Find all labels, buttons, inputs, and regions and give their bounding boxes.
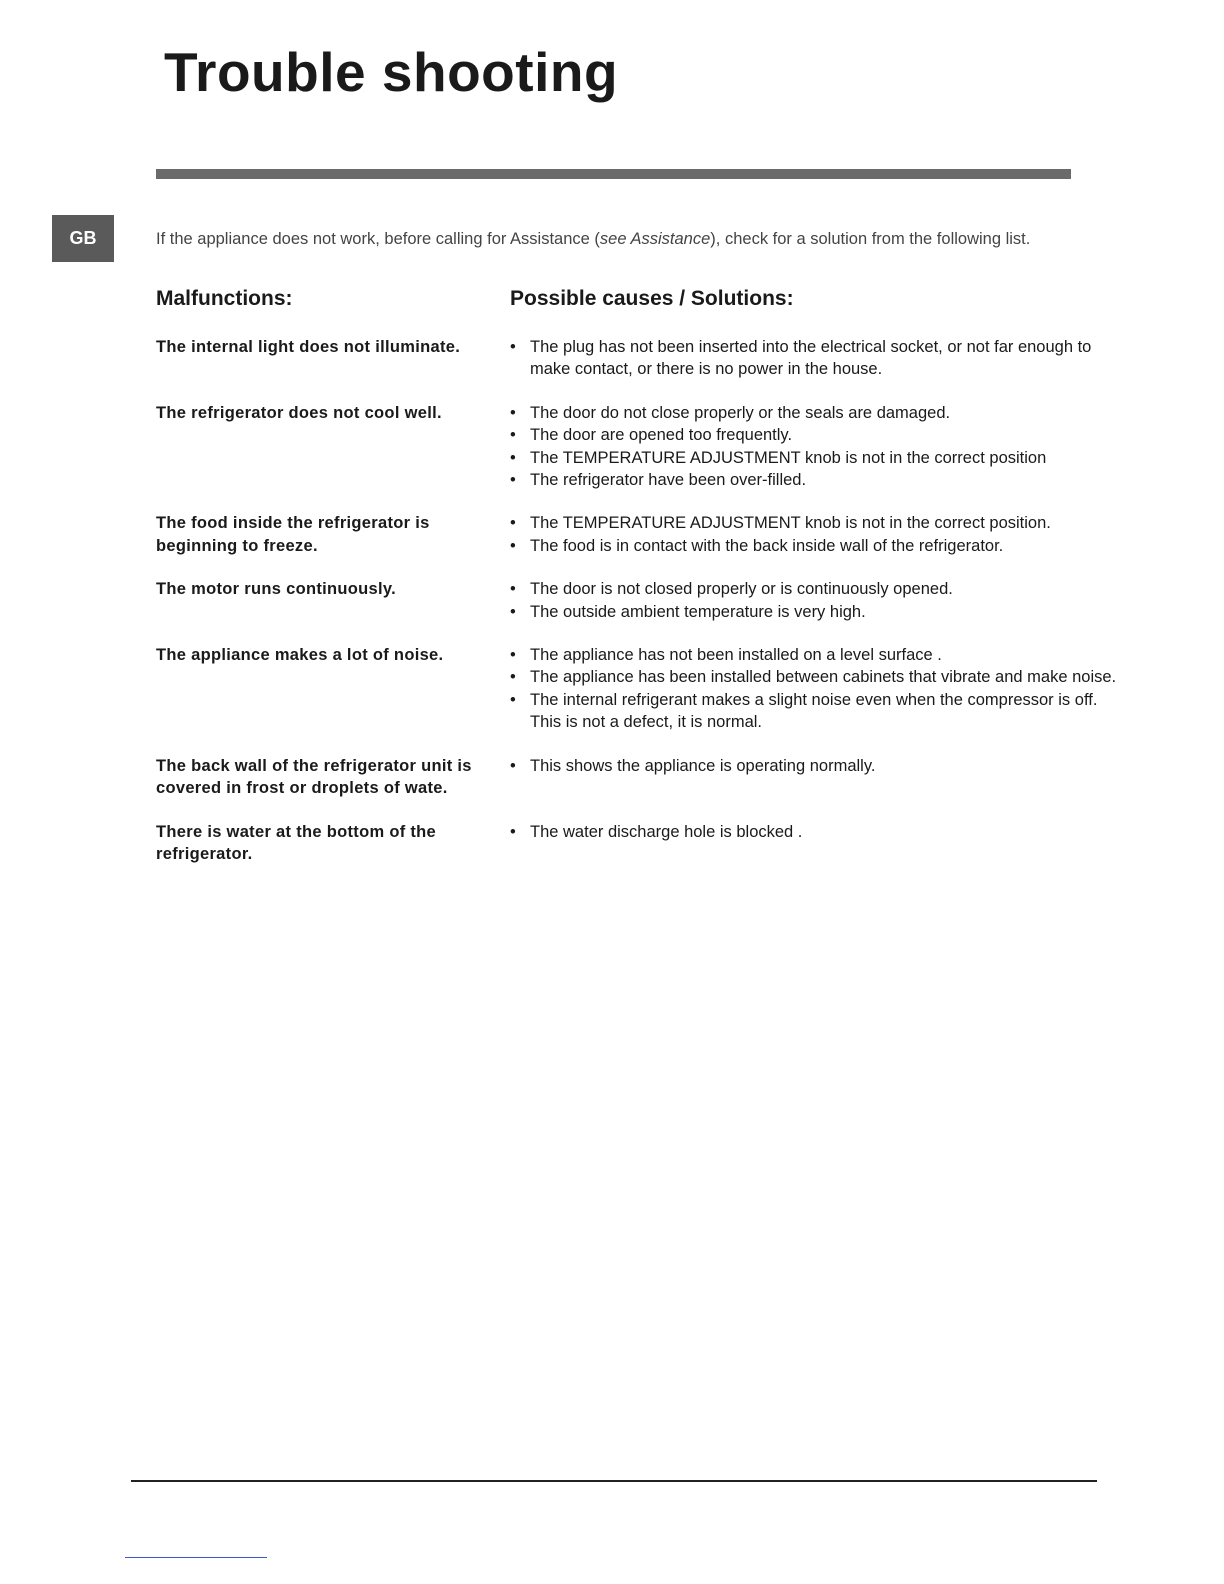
cause-item: • The door is not closed properly or is continuously opened.	[510, 578, 1122, 600]
cause-item: • The food is in contact with the back inside wall of the refrigerator.	[510, 535, 1122, 557]
language-badge: GB	[52, 215, 114, 262]
malfunction-label: The motor runs continuously.	[156, 580, 397, 599]
see-assistance-reference: see Assistance	[599, 229, 711, 248]
malfunction-label: The appliance makes a lot of noise.	[156, 646, 444, 665]
cause-item: • This shows the appliance is operating normally.	[510, 755, 1122, 777]
intro-text	[156, 230, 1116, 249]
table-row	[156, 512, 1126, 557]
cause-item: • The TEMPERATURE ADJUSTMENT knob is not in the correct position.	[510, 512, 1122, 534]
table-row	[156, 821, 1126, 866]
title-divider	[156, 169, 1071, 179]
troubleshooting-table	[156, 336, 1126, 886]
table-row	[156, 336, 1126, 381]
cause-item: • The plug has not been inserted into the electrical socket, or not far enough to make contact, or there is no power in the house.	[510, 336, 1122, 381]
malfunction-label: The refrigerator does not cool well.	[156, 403, 442, 422]
cause-item: • The internal refrigerant makes a slight noise even when the compressor is off. This is not a defect, it is normal.	[510, 689, 1122, 734]
causes-header: Possible causes / Solutions:	[510, 287, 794, 310]
corner-mark	[125, 1557, 267, 1558]
cause-item: • The door are opened too frequently.	[510, 424, 1122, 446]
intro-text-before: If the appliance does not work, before calling for Assistance (	[156, 229, 600, 248]
cause-list	[510, 336, 1122, 381]
cause-list	[510, 755, 1122, 800]
table-row	[156, 402, 1126, 492]
cause-item: • The outside ambient temperature is very high.	[510, 601, 1122, 623]
cause-item: • The appliance has been installed between cabinets that vibrate and make noise.	[510, 666, 1122, 688]
table-row	[156, 578, 1126, 623]
malfunction-label: There is water at the bottom of the refrigerator.	[156, 822, 437, 863]
cause-list	[510, 578, 1122, 623]
malfunction-label: The back wall of the refrigerator unit is covered in frost or droplets of wate.	[156, 756, 472, 798]
malfunction-label: The internal light does not illuminate.	[156, 338, 461, 356]
table-row	[156, 755, 1126, 800]
cause-list	[510, 512, 1122, 557]
cause-item: • The appliance has not been installed on a level surface .	[510, 644, 1122, 666]
malfunctions-header: Malfunctions:	[156, 287, 293, 310]
malfunction-label: The food inside the refrigerator is beginning to freeze.	[156, 514, 430, 555]
intro-text-after: ), check for a solution from the following list.	[710, 229, 1031, 248]
cause-item: • The water discharge hole is blocked .	[510, 821, 1122, 843]
page-title: Trouble shooting	[164, 41, 619, 103]
cause-item: • The door do not close properly or the seals are damaged.	[510, 402, 1122, 424]
cause-item: • The refrigerator have been over-filled.	[510, 469, 1122, 491]
cause-list	[510, 644, 1122, 734]
table-row	[156, 644, 1126, 734]
footer-divider	[131, 1480, 1097, 1482]
cause-list	[510, 821, 1122, 866]
cause-item: • The TEMPERATURE ADJUSTMENT knob is not in the correct position	[510, 447, 1122, 469]
cause-list	[510, 402, 1122, 492]
